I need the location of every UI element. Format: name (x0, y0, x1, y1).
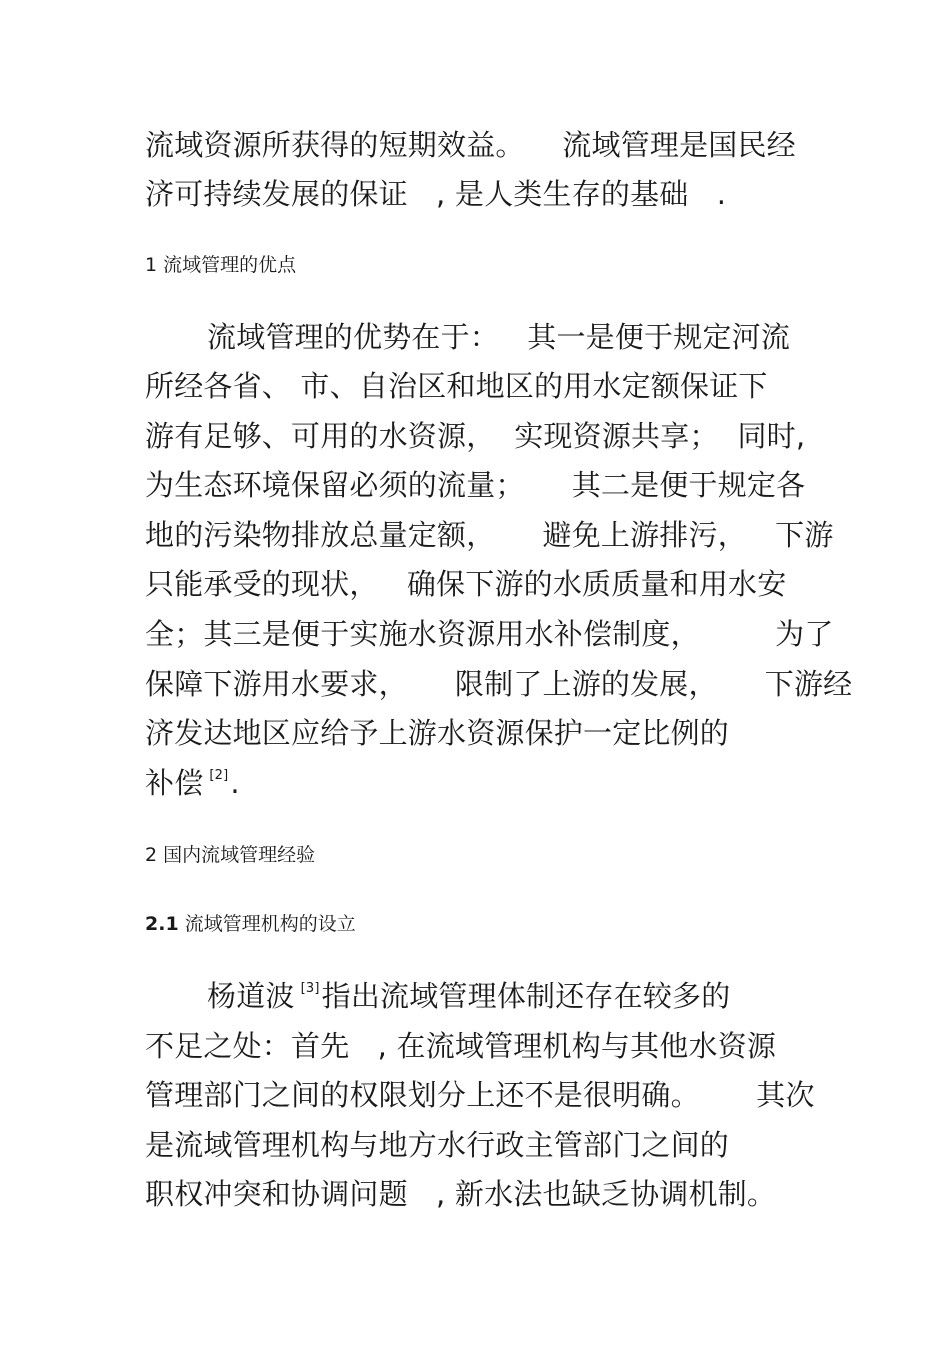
section-1-heading: 1 流域管理的优点 (145, 254, 297, 276)
section-1-line-7: 全；其三是便于实施水资源用水补偿制度， 为了 (145, 617, 834, 651)
section-1-line-10 (145, 764, 240, 809)
section-1-line-2: 所经各省、 市、自治区和地区的用水定额保证下 (145, 369, 768, 403)
section-1-line-1: 流域管理的优势在于： 其一是便于规定河流 (207, 320, 791, 354)
section-1-last-text: 补偿 (145, 766, 204, 800)
author-name: 杨道波 (207, 979, 295, 1013)
section-1-line-3: 游有足够、可用的水资源， 实现资源共享； 同时, (145, 419, 806, 453)
section-2-1-line-4: 是流域管理机构与地方水行政主管部门之间的 (145, 1128, 730, 1162)
section-1-line-4: 为生态环境保留必须的流量； 其二是便于规定各 (145, 468, 806, 502)
citation-ref-2: [2] (209, 768, 229, 783)
section-2-1-line-3: 管理部门之间的权限划分上还不是很明确。 其次 (145, 1078, 815, 1112)
section-1-last-tail: . (230, 766, 240, 800)
section-2-1-line-1 (207, 977, 730, 1022)
section-1-line-5: 地的污染物排放总量定额， 避免上游排污， 下游 (145, 518, 834, 552)
section-2-1-title: 流域管理机构的设立 (178, 913, 356, 935)
intro-line-1: 流域资源所获得的短期效益。 流域管理是国民经 (145, 128, 796, 162)
section-2-1-line-5: 职权冲突和协调问题 , 新水法也缺乏协调机制。 (145, 1177, 777, 1211)
intro-line-2: 济可持续发展的保证 , 是人类生存的基础 . (145, 177, 727, 211)
citation-ref-3: [3] (300, 981, 320, 996)
section-2-1-line-2: 不足之处：首先 , 在流域管理机构与其他水资源 (145, 1029, 777, 1063)
section-1-line-8: 保障下游用水要求， 限制了上游的发展， 下游经 (145, 667, 853, 701)
section-2-1-number: 2.1 (145, 913, 179, 935)
section-2-1-line-1-rest: 指出流域管理体制还存在较多的 (321, 979, 731, 1013)
section-1-line-9: 济发达地区应给予上游水资源保护一定比例的 (145, 716, 730, 750)
section-1-line-6: 只能承受的现状， 确保下游的水质质量和用水安 (145, 567, 787, 601)
section-2-heading: 2 国内流域管理经验 (145, 844, 316, 866)
section-2-1-heading (145, 912, 356, 936)
